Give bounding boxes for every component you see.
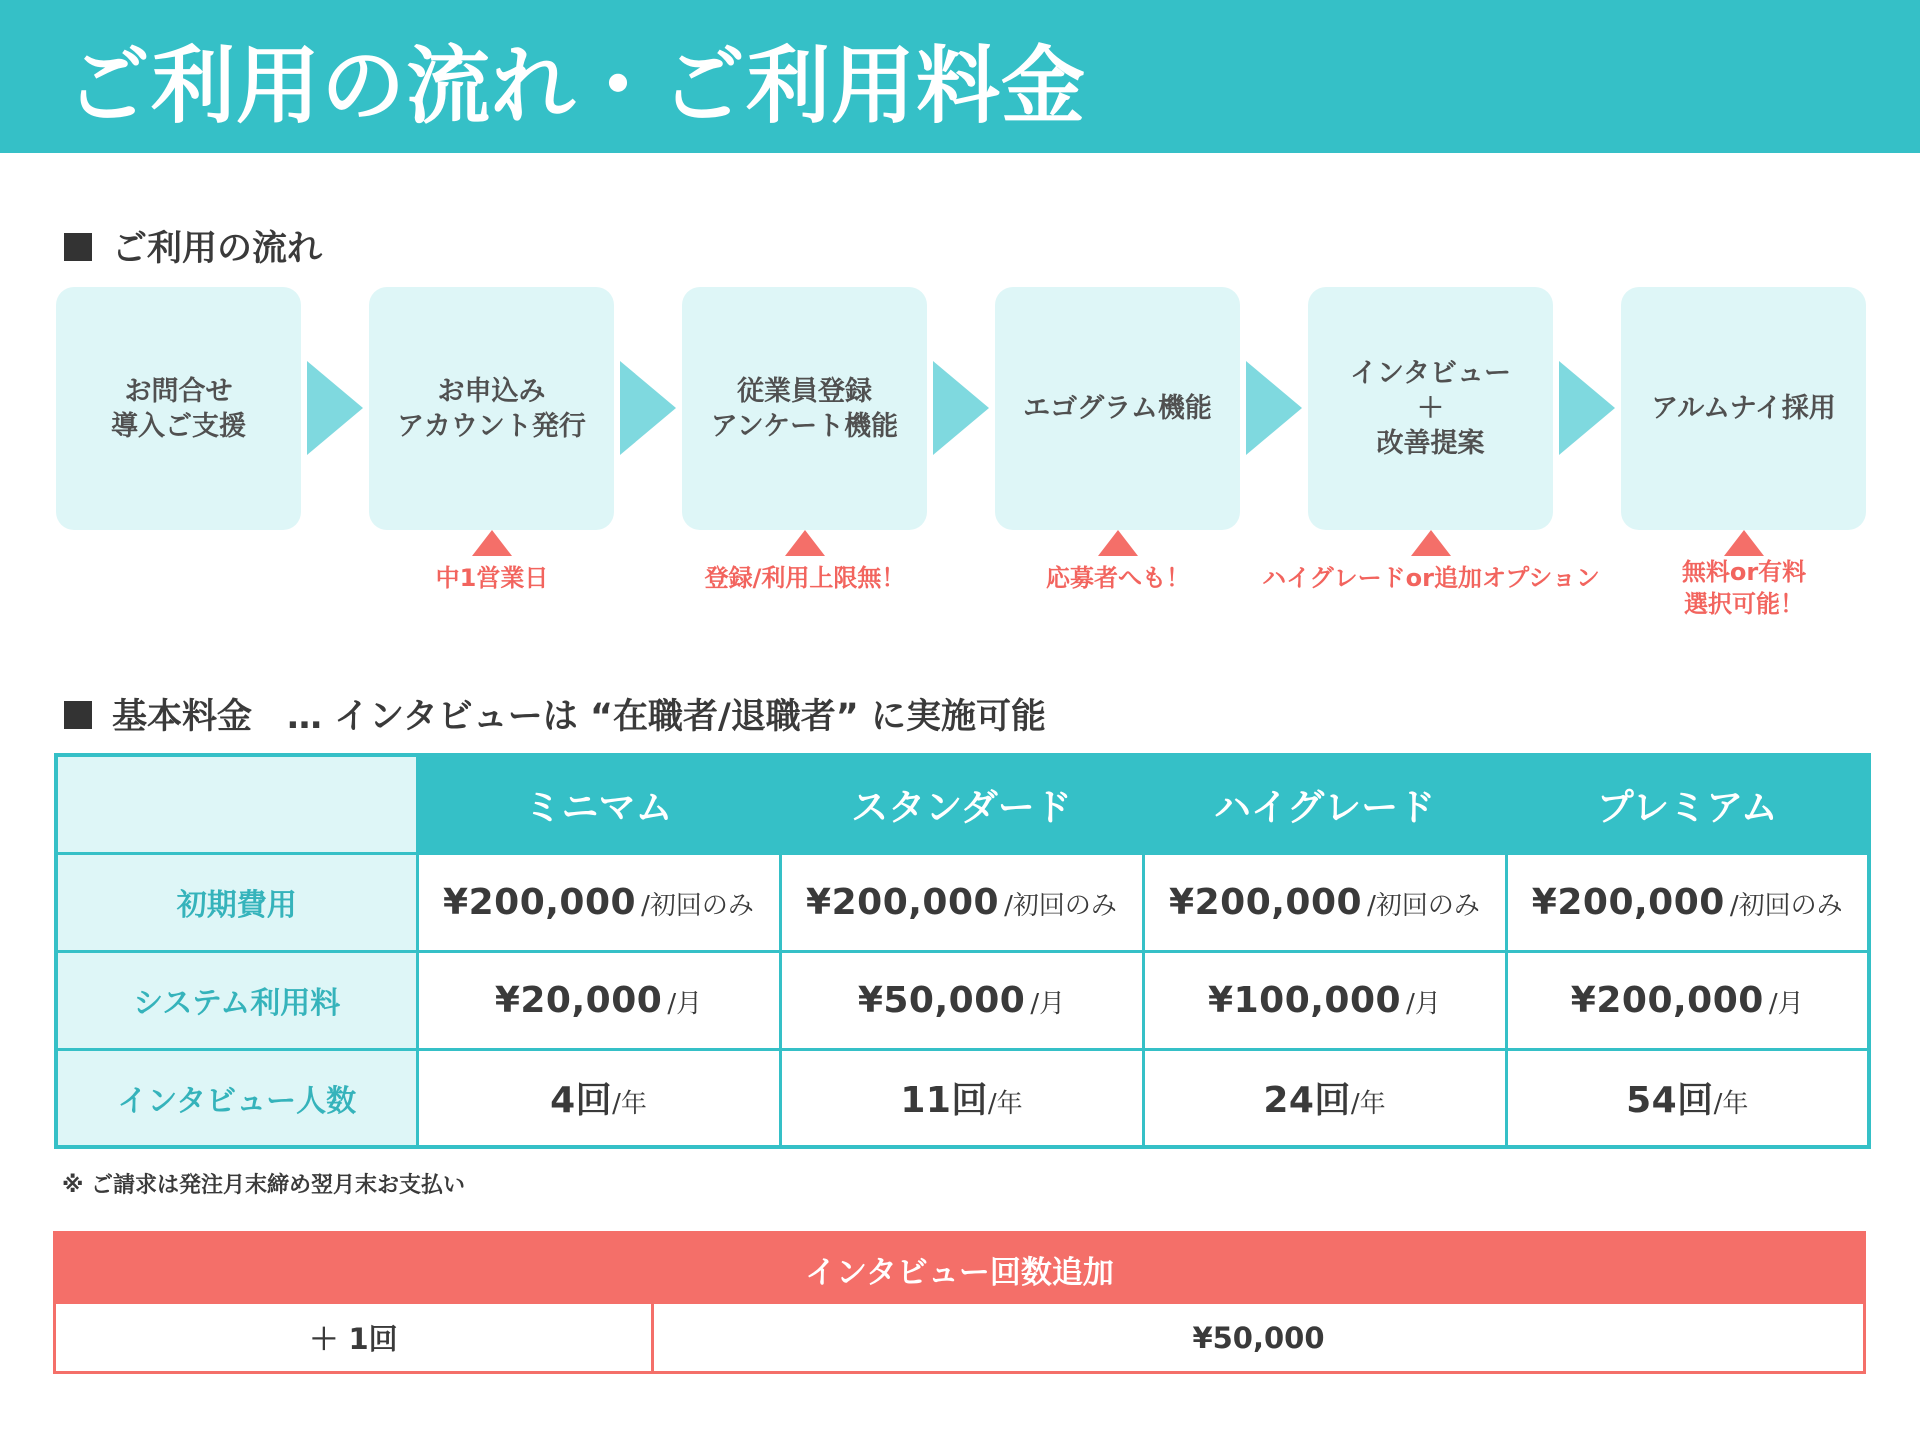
price-unit: /年: [612, 1089, 647, 1120]
price-cell: [780, 951, 1143, 1049]
step-line: アンケート機能: [710, 410, 899, 442]
plan-name: ミニマム: [417, 755, 780, 853]
price-amount: ¥50,000: [857, 979, 1026, 1021]
note-line: 応募者へも！: [1046, 564, 1190, 592]
flow-step-application: [369, 287, 614, 530]
addon-table: [53, 1231, 1866, 1374]
table-row: [56, 1049, 1869, 1147]
square-bullet-icon: [64, 701, 92, 729]
addon-title: インタビュー回数追加: [56, 1234, 1863, 1304]
billing-footnote: ※ ご請求は発注月末締め翌月末お支払い: [62, 1173, 466, 1198]
pricing-table: [54, 753, 1871, 1149]
addon-row: [56, 1304, 1863, 1371]
flow-step-inquiry: [56, 287, 301, 530]
price-unit: /初回のみ: [1367, 890, 1480, 921]
price-amount: 54回: [1626, 1080, 1714, 1122]
square-bullet-icon: [64, 233, 92, 261]
price-amount: ¥200,000: [1169, 881, 1363, 923]
price-unit: /月: [1030, 988, 1066, 1019]
price-unit: /月: [667, 988, 703, 1019]
price-cell: [417, 853, 780, 951]
flow-arrow-icon: [620, 361, 676, 455]
pricing-heading-text: 基本料金 … インタビューは “在職者/退職者” に実施可能: [112, 697, 1046, 737]
triangle-up-icon: [1098, 530, 1138, 556]
price-cell: [1506, 951, 1869, 1049]
price-cell: [417, 1049, 780, 1147]
step-line: ＋: [1417, 393, 1444, 424]
step-line: お申込み: [437, 375, 546, 407]
price-cell: [1143, 951, 1506, 1049]
triangle-up-icon: [1724, 530, 1764, 556]
flow-step-egogram: [995, 287, 1240, 530]
price-unit: /初回のみ: [1729, 890, 1843, 921]
step-line: アカウント発行: [397, 410, 586, 442]
price-amount: ¥100,000: [1208, 979, 1402, 1021]
price-unit: /月: [1406, 988, 1441, 1019]
note-line: 選択可能！: [1684, 590, 1804, 618]
step-line: エゴグラム機能: [1023, 393, 1212, 424]
price-amount: 11回: [900, 1080, 988, 1122]
price-cell: [780, 1049, 1143, 1147]
price-unit: /初回のみ: [641, 890, 754, 921]
step-line: 従業員登録: [737, 375, 872, 407]
price-cell: [417, 951, 780, 1049]
flow-arrow-icon: [307, 361, 363, 455]
addon-item: ＋ 1回: [56, 1304, 654, 1371]
note-line: 中1営業日: [435, 564, 549, 592]
price-cell: [1143, 853, 1506, 951]
page-title: ご利用の流れ・ご利用料金: [66, 37, 1087, 135]
plan-name: プレミアム: [1506, 755, 1869, 853]
step-line: 改善提案: [1376, 428, 1485, 459]
flow-heading-text: ご利用の流れ: [112, 229, 323, 269]
price-unit: /年: [987, 1089, 1023, 1120]
pricing-section-heading: [64, 694, 1046, 740]
price-amount: ¥20,000: [494, 979, 663, 1021]
flow-step-interview: [1308, 287, 1553, 530]
flow-arrow-icon: [933, 361, 989, 455]
row-label: システム利用料: [56, 951, 417, 1049]
plan-header-row: [56, 755, 1869, 853]
price-unit: /年: [1713, 1089, 1749, 1120]
price-unit: /年: [1350, 1089, 1386, 1120]
flow-step-registration: [682, 287, 927, 530]
flow-arrow-icon: [1559, 361, 1615, 455]
price-amount: ¥200,000: [1570, 979, 1764, 1021]
table-corner-cell: [56, 755, 417, 853]
step-line: アルムナイ採用: [1651, 393, 1836, 424]
price-amount: ¥200,000: [1531, 881, 1725, 923]
note-line: 登録/利用上限無！: [704, 564, 906, 592]
triangle-up-icon: [1411, 530, 1451, 556]
price-unit: /初回のみ: [1004, 890, 1117, 921]
step-line: お問合せ: [124, 375, 233, 407]
price-cell: [1143, 1049, 1506, 1147]
price-cell: [1506, 1049, 1869, 1147]
page-header: [0, 0, 1920, 153]
price-amount: ¥200,000: [443, 881, 637, 923]
step-line: インタビュー: [1350, 358, 1511, 389]
price-amount: ¥200,000: [806, 881, 1000, 923]
table-row: [56, 853, 1869, 951]
row-label: インタビュー人数: [56, 1049, 417, 1147]
price-unit: /月: [1768, 988, 1804, 1019]
flow-note: [1534, 556, 1920, 620]
price-amount: 4回: [550, 1080, 613, 1122]
plan-name: ハイグレード: [1143, 755, 1506, 853]
price-amount: 24回: [1263, 1080, 1351, 1122]
step-line: 導入ご支援: [111, 410, 246, 442]
plan-name: スタンダード: [780, 755, 1143, 853]
table-row: [56, 951, 1869, 1049]
row-label: 初期費用: [56, 853, 417, 951]
flow-step-alumni: [1621, 287, 1866, 530]
flow-arrow-icon: [1246, 361, 1302, 455]
price-cell: [780, 853, 1143, 951]
note-line: 無料or有料: [1681, 558, 1807, 586]
addon-price: ¥50,000: [1192, 1320, 1325, 1355]
price-cell: [1506, 853, 1869, 951]
flow-section-heading: [64, 226, 322, 272]
note-line: ハイグレードor追加オプション: [1262, 564, 1600, 592]
triangle-up-icon: [472, 530, 512, 556]
triangle-up-icon: [785, 530, 825, 556]
